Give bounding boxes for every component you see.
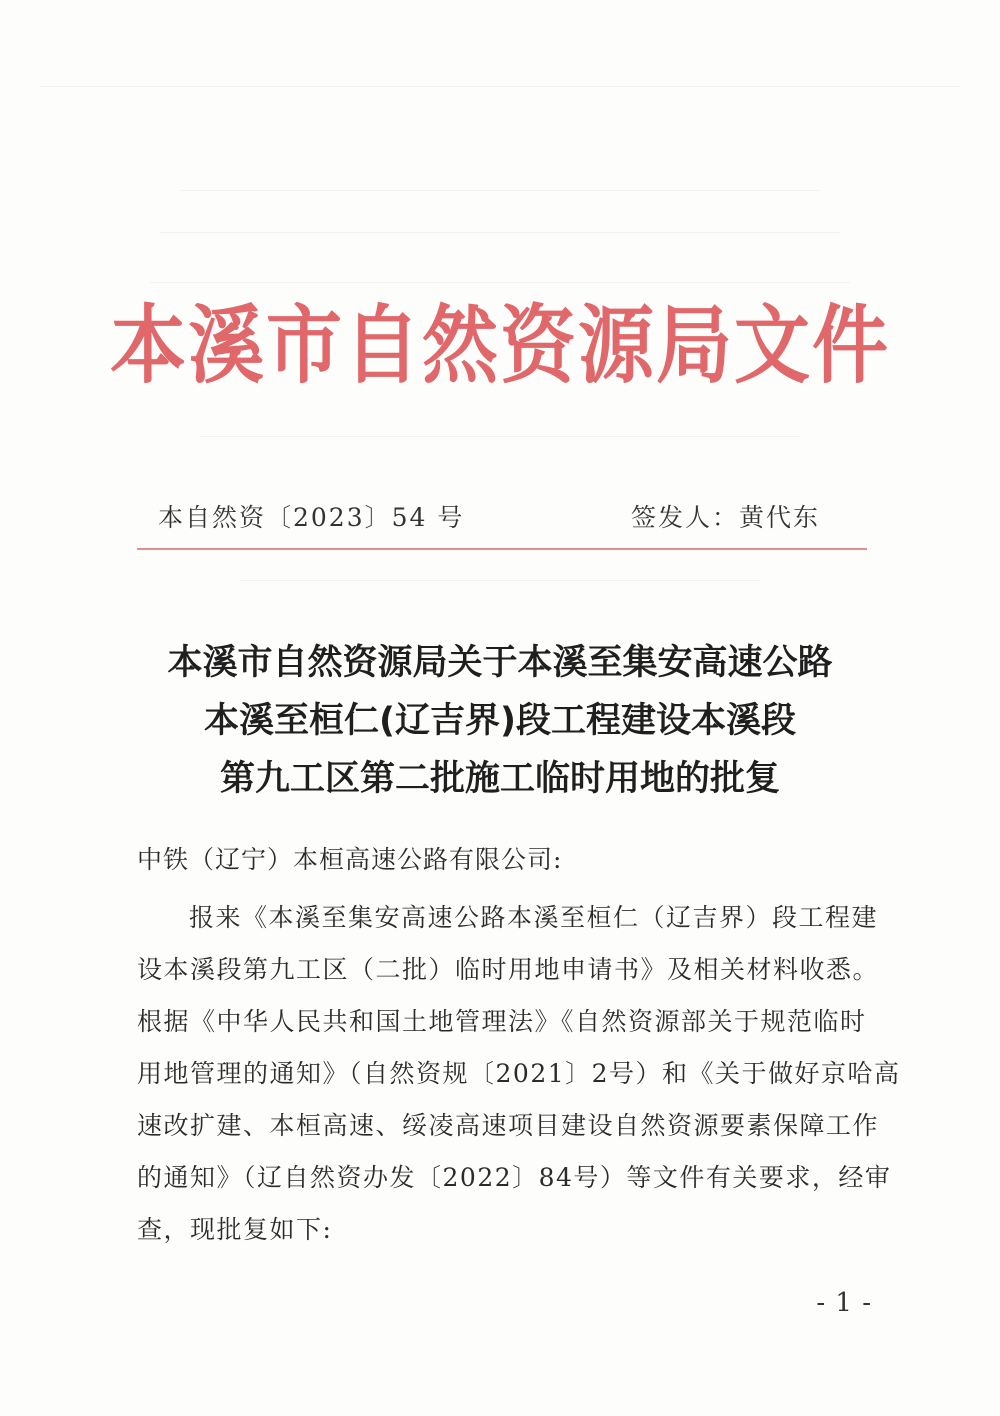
title-line-2: 本溪至桓仁(辽吉界)段工程建设本溪段 [204, 701, 796, 741]
body-line: 查，现批复如下: [137, 1215, 333, 1244]
body-line: 速改扩建、本桓高速、绥凌高速项目建设自然资源要素保障工作 [137, 1111, 880, 1140]
title-line-3: 第九工区第二批施工临时用地的批复 [219, 759, 780, 799]
body-line: 设本溪段第九工区（二批）临时用地申请书》及相关材料收悉。 [137, 955, 880, 984]
document-title [0, 634, 1000, 808]
page-number: - 1 - [816, 1288, 872, 1318]
scan-artifact-line [240, 580, 760, 581]
scan-artifact-line [180, 190, 820, 191]
addressee: 中铁（辽宁）本桓高速公路有限公司: [137, 845, 563, 874]
scan-artifact-line [200, 436, 800, 437]
masthead-title: 本溪市自然资源局文件 [110, 295, 890, 396]
red-divider-rule [137, 548, 867, 550]
scan-artifact-line [160, 232, 840, 233]
scan-artifact-line [40, 86, 960, 87]
signer: 签发人：黄代东 [630, 503, 820, 532]
title-line-1: 本溪市自然资源局关于本溪至集安高速公路 [167, 643, 833, 683]
body-text [137, 892, 901, 1256]
scan-artifact-line [150, 282, 850, 283]
body-line: 根据《中华人民共和国土地管理法》《自然资源部关于规范临时 [137, 1007, 867, 1036]
body-line: 用地管理的通知》（自然资规〔2021〕2号）和《关于做好京哈高 [137, 1059, 901, 1088]
body-line: 报来《本溪至集安高速公路本溪至桓仁（辽吉界）段工程建 [189, 903, 879, 932]
body-line: 的通知》（辽自然资办发〔2022〕84号）等文件有关要求，经审 [137, 1163, 892, 1192]
document-number: 本自然资〔2023〕54 号 [158, 503, 465, 532]
